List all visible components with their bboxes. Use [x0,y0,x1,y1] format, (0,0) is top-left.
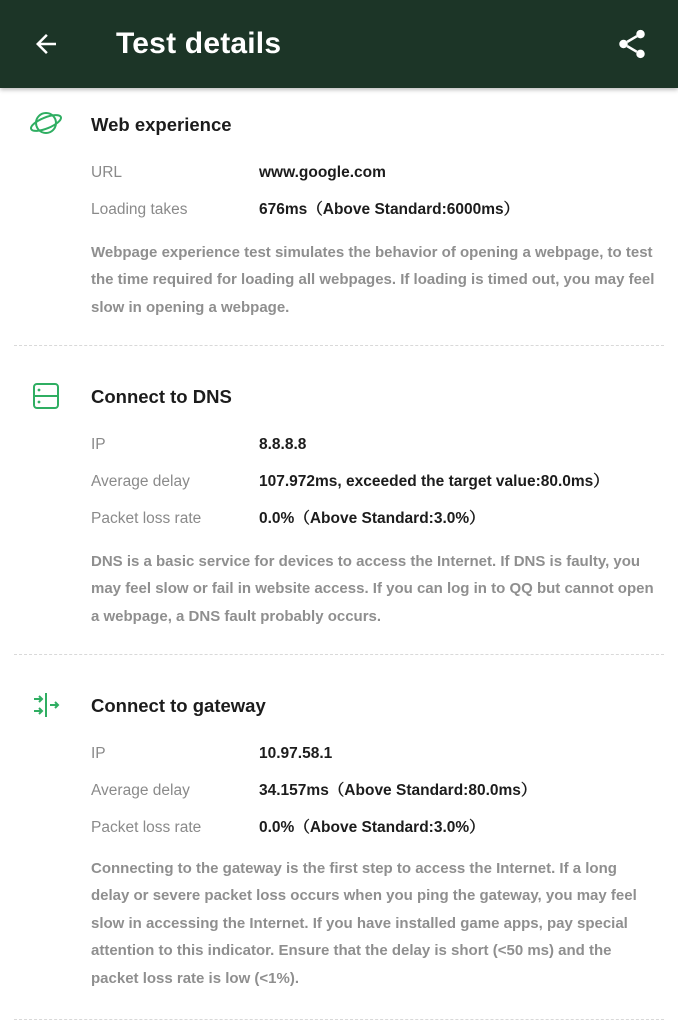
row-value: 8.8.8.8 [259,436,307,453]
row-value: 676ms（Above Standard:6000ms） [259,201,520,218]
row-value: 10.97.58.1 [259,745,333,762]
row-label: Packet loss rate [91,819,202,836]
divider [14,345,664,346]
row-label: IP [91,436,106,453]
row-label: Packet loss rate [91,510,202,527]
row-value: www.google.com [259,164,386,181]
row-label: Average delay [91,782,190,799]
row-value: 107.972ms, exceeded the target value:80.0ms） [259,473,609,490]
arrow-left-icon [31,29,61,59]
divider [14,654,664,655]
section-web-experience [0,88,678,348]
divider [14,1019,664,1020]
gateway-icon [28,687,64,723]
server-icon [28,378,64,414]
app-bar [0,0,678,88]
row-label: Average delay [91,473,190,490]
page-title: Test details [116,27,282,60]
back-button[interactable] [26,24,66,64]
section-title: Connect to gateway [91,695,266,716]
share-button[interactable] [612,24,652,64]
section-connect-dns [0,360,678,656]
row-value: 34.157ms（Above Standard:80.0ms） [259,782,537,799]
row-label: URL [91,164,123,181]
row-label: IP [91,745,106,762]
section-description: DNS is a basic service for devices to access the Internet. If DNS is faulty, you may feel slow or fail in website access. If you can log in to QQ but cannot open a webpage, a DNS fault probably occurs. [91,553,654,625]
section-description: Connecting to the gateway is the first step to access the Internet. If a long delay or severe packet loss occurs when you ping the gateway, you may feel slow in accessing the Internet. If you have installed game apps, pay special attention to this indicator. Ensure that the delay is short (<50 ms) and the packet loss rate is low (<1%). [91,860,637,987]
section-connect-gateway [0,669,678,1024]
planet-icon [28,105,64,141]
section-description: Webpage experience test simulates the behavior of opening a webpage, to test the time required for loading all webpages. If loading is timed out, you may feel slow in opening a webpage. [91,244,655,316]
row-label: Loading takes [91,201,188,218]
section-title: Web experience [91,114,232,135]
row-value: 0.0%（Above Standard:3.0%） [259,819,485,836]
row-value: 0.0%（Above Standard:3.0%） [259,510,485,527]
share-icon [615,27,649,61]
section-title: Connect to DNS [91,386,232,407]
